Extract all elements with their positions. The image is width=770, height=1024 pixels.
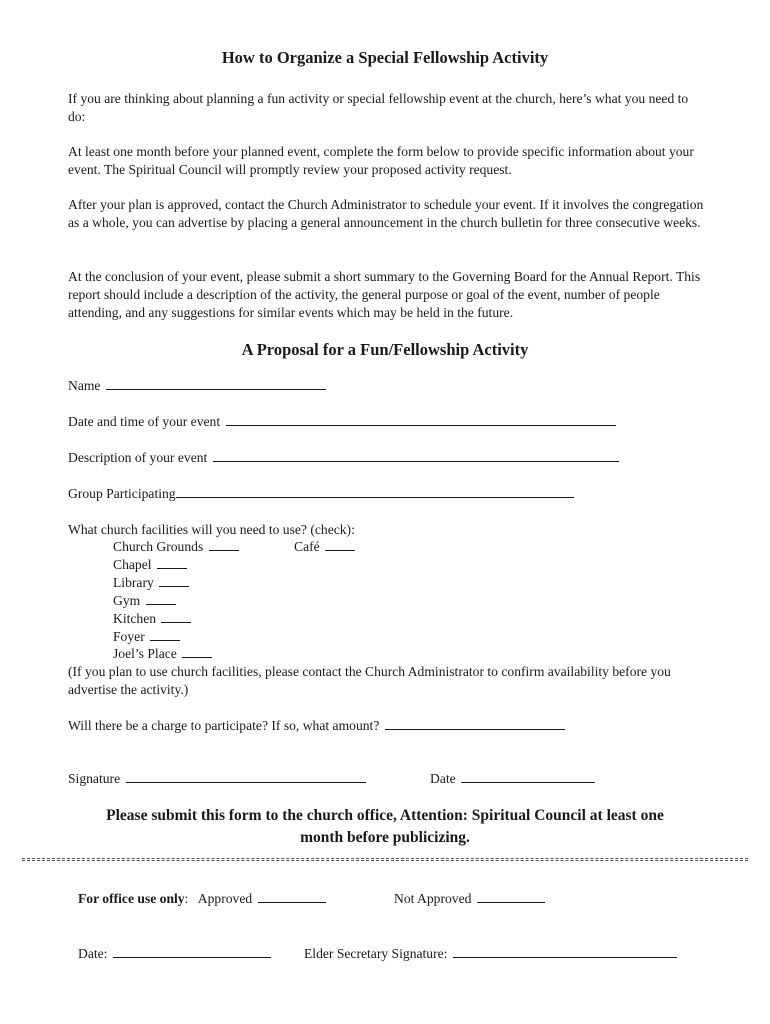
proposal-heading: A Proposal for a Fun/Fellowship Activity xyxy=(241,340,529,359)
facilities-note: (If you plan to use church facilities, please contact the Church Administrator to confirm availability before you advertise the activity.) xyxy=(68,664,671,697)
elder-signature-field[interactable] xyxy=(453,945,677,958)
foyer-checkbox[interactable] xyxy=(150,628,180,641)
charge-row xyxy=(68,717,565,735)
office-use-label: For office use only xyxy=(78,891,185,906)
date-time-label: Date and time of your event xyxy=(68,414,221,429)
office-date-field[interactable] xyxy=(113,945,271,958)
description-field[interactable] xyxy=(213,449,619,462)
church-grounds-checkbox[interactable] xyxy=(209,538,239,551)
signature-label: Signature xyxy=(68,771,121,786)
charge-amount-field[interactable] xyxy=(385,717,565,730)
facility-foyer: Foyer xyxy=(113,628,180,646)
description-label: Description of your event xyxy=(68,450,208,465)
intro-paragraph-2: At least one month before your planned event, complete the form below to provide specific information about your event. The Spiritual Council will promptly review your proposed activity request. xyxy=(68,144,694,177)
date-field[interactable] xyxy=(461,770,595,783)
facility-gym: Gym xyxy=(113,592,176,610)
approved-label: Approved xyxy=(197,891,253,906)
chapel-checkbox[interactable] xyxy=(157,556,187,569)
page-title: How to Organize a Special Fellowship Activity xyxy=(221,48,549,67)
date-time-row xyxy=(68,413,616,431)
signature-field[interactable] xyxy=(126,770,366,783)
name-row xyxy=(68,377,326,395)
office-date-label: Date: xyxy=(78,946,108,961)
intro-paragraph-4: At the conclusion of your event, please submit a short summary to the Governing Board for the Annual Report. This report should include a description of the activity, the general purpose or goal of the event, number of people attending, and any suggestions for similar events which may be held in the future. xyxy=(68,269,701,320)
elder-signature-label: Elder Secretary Signature: xyxy=(304,946,448,961)
kitchen-checkbox[interactable] xyxy=(161,610,191,623)
submit-note-line-2: month before publicizing. xyxy=(300,829,470,846)
facility-library: Library xyxy=(113,574,189,592)
description-row xyxy=(68,449,619,467)
facility-joels-place: Joel’s Place xyxy=(113,645,212,663)
date-time-field[interactable] xyxy=(226,413,616,426)
divider-dashed-lower xyxy=(22,860,748,861)
submit-note-line-1: Please submit this form to the church office, Attention: Spiritual Council at least one xyxy=(106,807,664,824)
approved-field[interactable] xyxy=(258,890,326,903)
intro-paragraph-3: After your plan is approved, contact the Church Administrator to schedule your event. If it involves the congregation as a whole, you can advertise by placing a general announcement in the church bulletin for three consecutive weeks. xyxy=(68,197,704,230)
facility-chapel: Chapel xyxy=(113,556,187,574)
group-field[interactable] xyxy=(176,485,574,498)
name-field[interactable] xyxy=(106,377,326,390)
not-approved-label: Not Approved xyxy=(394,891,472,906)
elder-signature-row xyxy=(304,945,677,963)
date-row xyxy=(430,770,595,788)
joels-place-checkbox[interactable] xyxy=(182,645,212,658)
charge-question: Will there be a charge to participate? If so, what amount? xyxy=(68,718,380,733)
intro-paragraph-1: If you are thinking about planning a fun activity or special fellowship event at the church, here’s what you need to do: xyxy=(68,91,689,124)
name-label: Name xyxy=(68,378,101,393)
group-row xyxy=(68,485,574,503)
facility-kitchen: Kitchen xyxy=(113,610,191,628)
office-date-row xyxy=(78,945,271,963)
not-approved-field[interactable] xyxy=(477,890,545,903)
signature-row xyxy=(68,770,366,788)
divider-dashed xyxy=(22,858,748,859)
group-label: Group Participating xyxy=(68,486,176,501)
facility-cafe: Café xyxy=(294,538,355,556)
library-checkbox[interactable] xyxy=(159,574,189,587)
facility-church-grounds: Church Grounds xyxy=(113,538,239,556)
date-label: Date xyxy=(430,771,456,786)
not-approved-row xyxy=(394,890,545,908)
office-use-row: For office use only: Approved xyxy=(78,890,326,908)
cafe-checkbox[interactable] xyxy=(325,538,355,551)
facilities-question: What church facilities will you need to use? (check): xyxy=(68,522,355,537)
gym-checkbox[interactable] xyxy=(146,592,176,605)
